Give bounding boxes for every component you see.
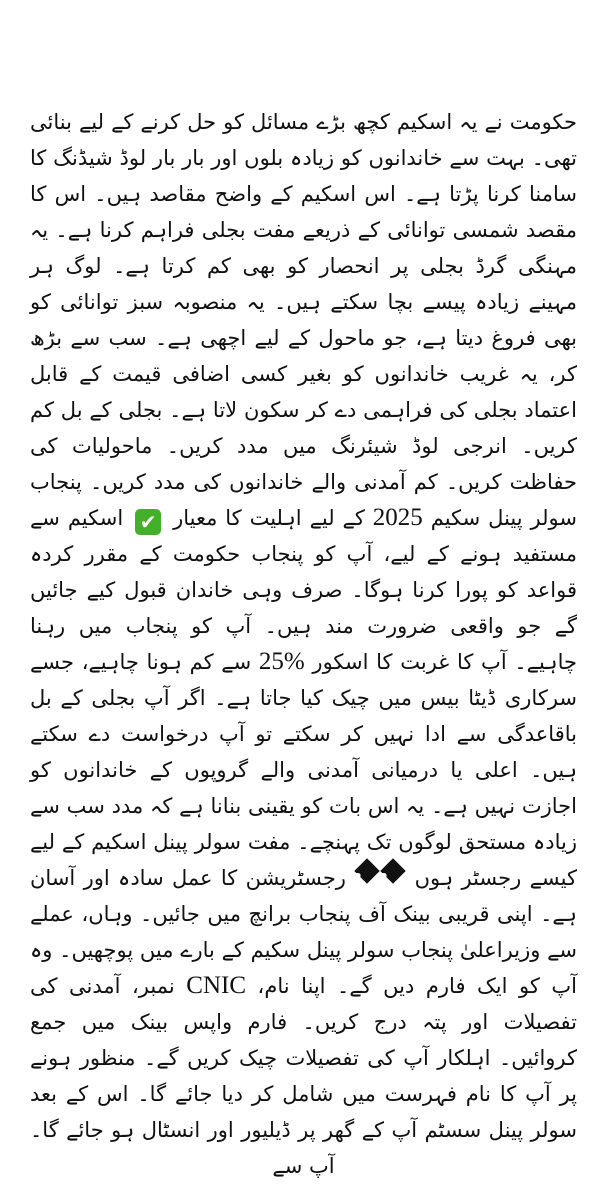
poverty-score: 25% <box>258 648 305 675</box>
check-mark-icon: ✔ <box>135 509 161 535</box>
eligibility-year: 2025 <box>372 504 423 531</box>
replacement-glyph: ? <box>380 872 388 888</box>
cnic-label: CNIC <box>186 972 246 999</box>
article-body <box>30 104 577 1184</box>
eligibility-text-part1: اسکیم سے مستفید ہونے کے لیے، آپ کو پنجاب حکومت کے مقرر کردہ قواعد کو پورا کرنا ہوگا۔ صرف وہی خاندان قبول کیے جائیں گے جو واقعی ضرورت مند ہیں۔ آپ کو پنجاب میں رہنا چاہیے۔ آپ کا غربت کا اسکور <box>30 506 577 674</box>
intro-text: حکومت نے یہ اسکیم کچھ بڑے مسائل کو حل کرنے کے لیے بنائی تھی۔ بہت سے خاندانوں کو زیادہ بلوں اور بار بار لوڈ شیڈنگ کا سامنا کرنا پڑتا ہے۔ اس اسکیم کے واضح مقاصد ہیں۔ اس کا مقصد شمسی توانائی کے ذریعے مفت بجلی فراہم کرنا ہے۔ یہ مہنگی گرڈ بجلی پر انحصار کو بھی کم کرتا ہے۔ لوگ ہر مہینے زیادہ پیسے بچا سکتے ہیں۔ یہ منصوبہ سبز توانائی کو بھی فروغ دیتا ہے، جو ماحول کے لیے اچھی ہے۔ سب سے بڑھ کر، یہ غریب خاندانوں کو بغیر کسی اضافی قیمت کے قابل اعتماد بجلی کی فراہمی دے کر سکون لاتا ہے۔ بجلی کے بل کم کریں۔ انرجی لوڈ شیئرنگ میں مدد کریں۔ ماحولیات کی حفاظت کریں۔ کم آمدنی والے خاندانوں کی مدد کریں۔ <box>30 110 577 494</box>
replacement-character-icon <box>380 858 406 888</box>
registration-text-part2: نمبر، آمدنی کی تفصیلات اور پتہ درج کریں۔ فارم واپس بینک میں جمع کروائیں۔ اہلکار آپ کی تفصیلات چیک کریں گے۔ منظور ہونے پر آپ کا نام فہرست میں شامل کر دیا جائے گا۔ اس کے بعد سولر پینل سسٹم آپ کے گھر پر ڈیلیور اور انسٹال ہو جائے گا۔ آپ سے <box>30 974 577 1178</box>
replacement-character-icon <box>354 858 380 888</box>
replacement-glyph: ? <box>354 872 362 888</box>
article-paragraph <box>30 104 577 1184</box>
eligibility-text-part2: سے کم ہونا چاہیے، جسے سرکاری ڈیٹا بیس میں چیک کیا جاتا ہے۔ اگر آپ بجلی کے بل باقاعدگی سے ادا نہیں کر سکتے تو آپ درخواست دے سکتے ہیں۔ اعلی یا درمیانی آمدنی والے گروپوں کے خاندانوں کو اجازت نہیں ہے۔ یہ اس بات کو یقینی بنانا ہے کہ مدد سب سے زیادہ مستحق لوگوں تک پہنچے۔ مفت سولر پینل اسکیم کے لیے کیسے رجسٹر ہوں <box>30 650 577 890</box>
registration-text-part1: رجسٹریشن کا عمل سادہ اور آسان ہے۔ اپنی قریبی بینک آف پنجاب برانچ میں جائیں۔ وہاں، عملے سے وزیراعلیٰ پنجاب سولر پینل سکیم کے بارے میں پوچھیں۔ وہ آپ کو ایک فارم دیں گے۔ اپنا نام، <box>30 866 578 998</box>
eligibility-heading-before: پنجاب سولر پینل سکیم <box>30 470 577 530</box>
eligibility-heading-after: کے لیے اہلیت کا معیار <box>173 506 365 530</box>
